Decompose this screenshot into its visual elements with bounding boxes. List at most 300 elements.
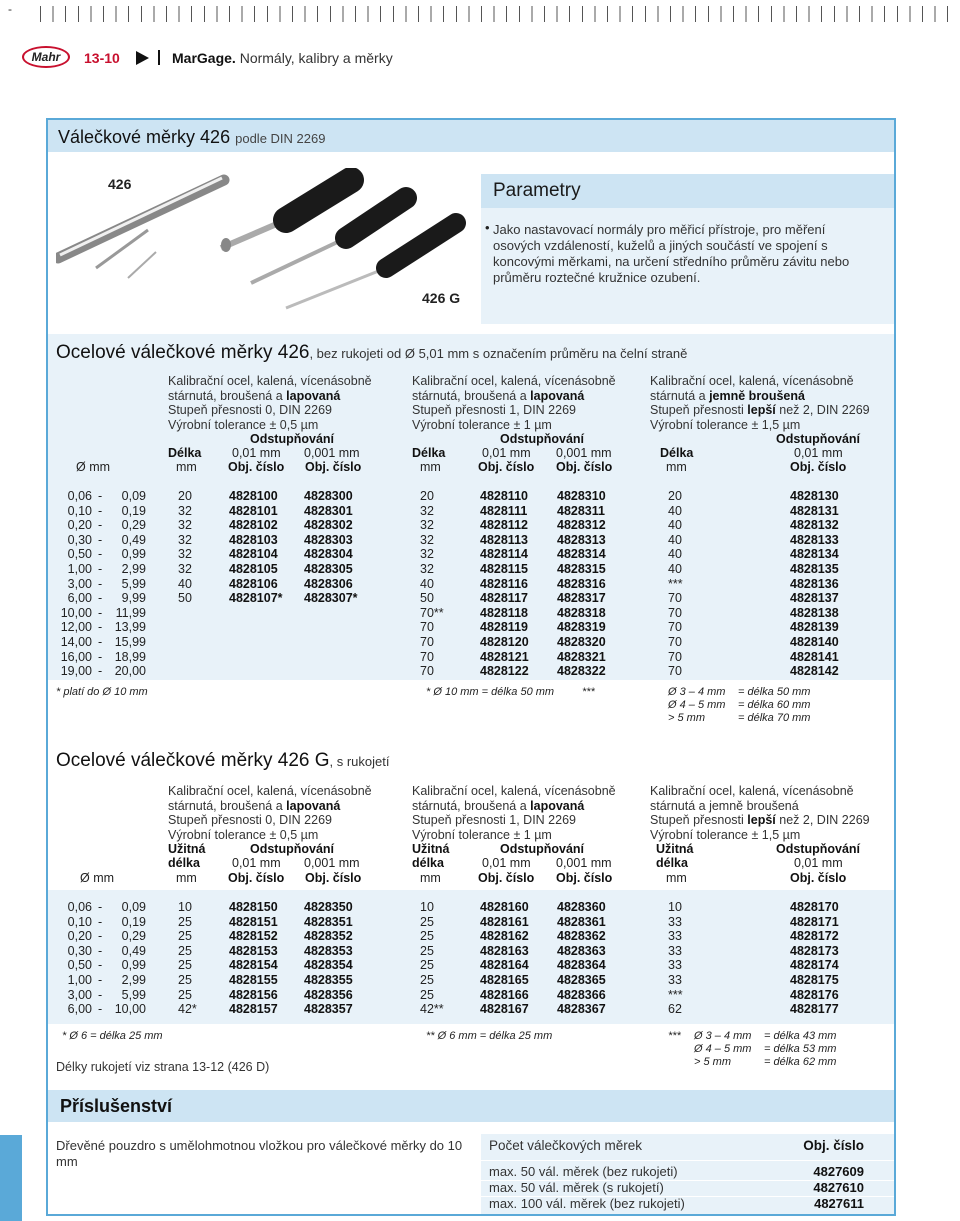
spec-line: stárnutá a jemně broušená	[650, 798, 799, 813]
s1-c-step1: 0,01 mm	[794, 446, 843, 460]
table-cell: 4828176	[790, 987, 839, 1002]
s1-col-a-spec	[168, 374, 372, 432]
table-cell: 4828164	[480, 958, 529, 973]
table-cell: -	[98, 635, 103, 649]
hdr-text: Odstupňování	[776, 432, 861, 446]
play-arrow-icon	[136, 51, 149, 65]
acc-row-label: max. 100 vál. měrek (bez rukojeti)	[489, 1196, 685, 1211]
s1-c-odst	[776, 432, 860, 447]
table-row	[0, 591, 960, 606]
spec-line: Výrobní tolerance ± 0,5 µm	[168, 417, 319, 432]
note-diameter: Ø 4 – 5 mm	[694, 1043, 752, 1055]
spec-line: Kalibrační ocel, kalená, vícenásobně	[168, 784, 372, 798]
table-cell: 4828142	[790, 664, 839, 679]
table-cell: 70	[668, 635, 682, 649]
s1-note-b1: * Ø 10 mm = délka 50 mm	[426, 686, 555, 698]
table-cell: 70**	[420, 605, 444, 620]
section2-subtitle: , s rukojetí	[329, 754, 390, 769]
separator-bar	[158, 50, 160, 65]
table-cell: 4828352	[304, 929, 353, 944]
spec-text: stárnutá, broušená a	[412, 388, 531, 403]
spec-line: Kalibrační ocel, kalená, vícenásobně	[412, 784, 616, 798]
table-cell: 0,06	[67, 900, 92, 914]
side-marker	[0, 1135, 22, 1221]
s1-b-obj1	[478, 460, 534, 475]
table-cell: 4828118	[480, 605, 528, 620]
section1-title: Ocelové válečkové měrky 426	[56, 342, 310, 363]
table-cell: 4828301	[304, 503, 353, 518]
table-cell: 70	[668, 649, 682, 664]
table-cell: 4828140	[790, 635, 839, 649]
table-cell: 4828110	[480, 489, 528, 503]
handle-gauge-1	[221, 180, 351, 252]
table-cell: 4828105	[229, 562, 278, 576]
s2-a-uzitna	[168, 842, 206, 857]
table-cell: 13,99	[114, 620, 146, 635]
table-cell: 32	[178, 547, 192, 562]
table-cell: 70	[668, 605, 682, 620]
table-cell: 4828173	[790, 943, 839, 958]
spec-line	[168, 389, 372, 404]
hdr-text: Obj. číslo	[556, 460, 613, 474]
spec-line: Stupeň přesnosti 0, DIN 2269	[168, 813, 332, 827]
table-cell: 4828367	[557, 1002, 606, 1017]
table-cell: 4828356	[304, 987, 353, 1002]
table-cell: 4828122	[480, 664, 529, 679]
table-cell: 0,50	[67, 547, 92, 562]
s2-col-a-spec	[168, 784, 372, 842]
table-cell: 25	[420, 914, 434, 929]
s1-note-b2: ***	[582, 686, 595, 698]
table-cell: 4828170	[790, 900, 839, 914]
table-cell: 0,19	[121, 503, 146, 518]
table-cell: 25	[420, 929, 434, 944]
table-cell: ***	[668, 576, 683, 591]
table-cell: 25	[178, 958, 192, 973]
note-length: = délka 50 mm	[738, 686, 811, 698]
spec-line	[650, 389, 870, 404]
table-row	[0, 606, 960, 621]
s1-b-obj2	[556, 460, 612, 475]
table-cell: 4828303	[304, 532, 353, 547]
table-cell: 4828177	[790, 1002, 839, 1017]
s1-col-c-spec	[650, 374, 870, 432]
table-cell: 4828130	[790, 489, 839, 503]
table-cell: 4828314	[557, 547, 606, 562]
table-cell: 4828365	[557, 973, 606, 987]
photo-label-426: 426	[108, 176, 132, 192]
accessories-heading-bar	[48, 1090, 894, 1122]
table-cell: 4828139	[790, 620, 839, 635]
table-cell: 0,49	[121, 532, 146, 547]
table-row	[0, 1002, 960, 1017]
table-cell: -	[98, 547, 103, 562]
spec-line	[650, 403, 870, 418]
table-cell: 62	[668, 1002, 682, 1017]
s2-c-step1: 0,01 mm	[794, 856, 843, 870]
table-cell: 32	[420, 547, 434, 562]
table-cell: -	[98, 900, 103, 914]
table-cell: 14,00	[60, 635, 92, 649]
table-cell: -	[98, 591, 103, 606]
note-length: = délka 62 mm	[764, 1056, 837, 1068]
table-cell: 4828366	[557, 987, 606, 1002]
product-photo	[56, 168, 470, 320]
note-length: = délka 53 mm	[764, 1043, 837, 1055]
table-cell: 4828307*	[304, 591, 358, 606]
table-cell: 0,30	[67, 532, 92, 547]
note-diameter: > 5 mm	[694, 1056, 731, 1068]
hdr-text: Obj. číslo	[228, 871, 285, 885]
table-cell: 40	[668, 518, 682, 533]
s2-b-mm: mm	[420, 871, 441, 885]
spec-line	[412, 799, 616, 814]
table-cell: 4828103	[229, 532, 278, 547]
table-cell: -	[98, 914, 103, 929]
table-cell: 4828151	[229, 914, 278, 929]
section1-subtitle: , bez rukojeti od Ø 5,01 mm s označením průměru na čelní straně	[309, 346, 688, 361]
table-cell: 70	[668, 591, 682, 606]
table-cell: 0,19	[121, 914, 146, 929]
table-cell: -	[98, 576, 103, 591]
s2-a-step2: 0,001 mm	[304, 856, 360, 870]
s2-note-c0: ***	[668, 1030, 681, 1042]
spec-text: stárnutá, broušená a	[412, 798, 531, 813]
table-cell: 4828361	[557, 914, 606, 929]
table-cell: 4828172	[790, 929, 839, 944]
table-cell: 4828138	[790, 605, 839, 620]
parameters-heading-bar	[481, 174, 894, 208]
section1-title-line	[56, 342, 687, 364]
spec-text: stárnutá, broušená a	[168, 798, 287, 813]
table-cell: -	[98, 489, 103, 503]
s1-a-step2: 0,001 mm	[304, 446, 360, 460]
s2-c-uzitna	[656, 842, 694, 857]
table-cell: 25	[178, 929, 192, 944]
table-cell: 4828350	[304, 900, 353, 914]
table-cell: -	[98, 649, 103, 664]
spec-bold: lapovaná	[286, 798, 341, 813]
table-cell: 2,99	[121, 973, 146, 987]
spec-bold: lapovaná	[530, 388, 585, 403]
table-cell: 4828171	[790, 914, 839, 929]
table-cell: -	[98, 929, 103, 944]
s1-dia-header: Ø mm	[76, 460, 111, 474]
hdr-text: Obj. číslo	[790, 871, 847, 885]
table-cell: 4828137	[790, 591, 839, 606]
table-cell: 4828153	[229, 943, 278, 958]
table-cell: 32	[178, 532, 192, 547]
table-cell: 4828156	[229, 987, 278, 1002]
table-row	[0, 915, 960, 930]
spec-line	[650, 813, 870, 828]
spec-line: Stupeň přesnosti 1, DIN 2269	[412, 813, 576, 827]
note-length: = délka 60 mm	[738, 699, 811, 711]
table-cell: 4828319	[557, 620, 606, 635]
table-cell: 0,29	[121, 518, 146, 533]
s2-b-odst	[500, 842, 584, 857]
note-diameter: > 5 mm	[668, 712, 705, 724]
table-cell: 9,99	[121, 591, 146, 606]
table-cell: 25	[420, 987, 434, 1002]
table-row	[0, 900, 960, 915]
hdr-text: délka	[412, 856, 444, 870]
table-cell: 25	[420, 943, 434, 958]
table-cell: 20	[668, 489, 682, 503]
table-cell: 4828315	[557, 562, 606, 576]
table-cell: 0,06	[67, 489, 92, 503]
table-cell: 5,99	[121, 576, 146, 591]
spec-text: stárnutá a	[650, 388, 710, 403]
table-cell: 4828134	[790, 547, 839, 562]
table-cell: 4828157	[229, 1002, 278, 1017]
hdr-text: Obj. číslo	[305, 871, 362, 885]
spec-text: než 2, DIN 2269	[775, 403, 870, 417]
table-cell: 4828131	[790, 503, 839, 518]
table-cell: 4828311	[557, 503, 605, 518]
spec-text: Stupeň přesnosti	[650, 403, 748, 417]
table-cell: 0,20	[67, 929, 92, 944]
table-cell: 4828111	[480, 503, 528, 518]
photo-label-426g: 426 G	[422, 290, 461, 306]
table-row	[0, 988, 960, 1003]
table-row	[0, 489, 960, 504]
table-cell: 4828163	[480, 943, 529, 958]
hdr-text: délka	[656, 856, 688, 870]
table-cell: 40	[668, 503, 682, 518]
table-cell: 4828100	[229, 489, 278, 503]
table-cell: 4828135	[790, 562, 839, 576]
table-cell: 0,10	[67, 914, 92, 929]
table-cell: 10	[668, 900, 682, 914]
spec-line: Stupeň přesnosti 0, DIN 2269	[168, 403, 332, 417]
s2-dia-header: Ø mm	[80, 871, 115, 885]
table-cell: 0,09	[121, 900, 146, 914]
table-cell: 33	[668, 914, 682, 929]
spec-text: stárnutá, broušená a	[168, 388, 287, 403]
table-cell: 0,29	[121, 929, 146, 944]
parameters-text: Jako nastavovací normály pro měřicí přístroje, pro měření osových vzdáleností, kuželů a jiných součástí ve spojení s koncovými měrkami, na určení středního průměru závitu nebo průměru roztečné kružnice ozubení.	[493, 222, 850, 285]
table-cell: 4828152	[229, 929, 278, 944]
table-cell: 4828161	[480, 914, 529, 929]
hdr-text: Délka	[412, 446, 446, 460]
s2-b-delka	[412, 856, 444, 871]
table-cell: 4828355	[304, 973, 353, 987]
table-cell: 4828113	[480, 532, 528, 547]
table-cell: 4828362	[557, 929, 606, 944]
table-cell: 4828351	[304, 914, 353, 929]
table-cell: 4828154	[229, 958, 278, 973]
table-cell: 32	[178, 562, 192, 576]
s1-a-delka	[168, 446, 201, 461]
hdr-text: Užitná	[168, 842, 206, 856]
hdr-text: Odstupňování	[776, 842, 861, 856]
table-cell: 70	[420, 649, 434, 664]
table-cell: 4828305	[304, 562, 353, 576]
table-cell: 4828112	[480, 518, 528, 533]
s2-a-delka	[168, 856, 200, 871]
table-cell: 4828155	[229, 973, 278, 987]
table-cell: 50	[178, 591, 192, 606]
table-cell: 4828322	[557, 664, 606, 679]
table-cell: 10,00	[60, 605, 92, 620]
spec-line: Výrobní tolerance ± 0,5 µm	[168, 827, 319, 842]
table-cell: 25	[420, 958, 434, 973]
table-cell: 4828102	[229, 518, 278, 533]
table-cell: 3,00	[67, 987, 92, 1002]
table-cell: 32	[178, 503, 192, 518]
note-diameter: Ø 4 – 5 mm	[668, 699, 726, 711]
table-cell: 12,00	[60, 620, 92, 635]
table-cell: 0,99	[121, 958, 146, 973]
table-cell: 4828317	[557, 591, 606, 606]
spec-line: Výrobní tolerance ± 1,5 µm	[650, 417, 801, 432]
table-cell: 25	[178, 973, 192, 987]
table-cell: 4828313	[557, 532, 606, 547]
s1-b-step1: 0,01 mm	[482, 446, 531, 460]
table-cell: 33	[668, 943, 682, 958]
table-cell: 70	[668, 620, 682, 635]
spec-bold: lepší	[747, 403, 776, 417]
table-row	[0, 504, 960, 519]
s1-b-step2: 0,001 mm	[556, 446, 612, 460]
table-cell: 4828306	[304, 576, 353, 591]
ruler-ticks	[40, 6, 960, 22]
hdr-text: Odstupňování	[500, 432, 585, 446]
accessories-heading: Příslušenství	[60, 1096, 173, 1116]
table-cell: 16,00	[60, 649, 92, 664]
table-cell: 4828364	[557, 958, 606, 973]
table-cell: 0,20	[67, 518, 92, 533]
s2-a-odst	[250, 842, 334, 857]
table-cell: 4828318	[557, 605, 606, 620]
spec-line: Výrobní tolerance ± 1,5 µm	[650, 827, 801, 842]
s2-c-odst	[776, 842, 860, 857]
table-cell: -	[98, 1002, 103, 1017]
table-row	[0, 664, 960, 679]
parameters-heading: Parametry	[493, 180, 581, 201]
spec-line: Výrobní tolerance ± 1 µm	[412, 827, 552, 842]
table-cell: 4828106	[229, 576, 278, 591]
note-diameter: Ø 3 – 4 mm	[668, 686, 726, 698]
spec-line: Stupeň přesnosti 1, DIN 2269	[412, 403, 576, 417]
table-cell: 4828310	[557, 489, 606, 503]
table-cell: 10	[420, 900, 434, 914]
hdr-text: Obj. číslo	[228, 460, 285, 474]
hdr-text: Obj. číslo	[305, 460, 362, 474]
table-cell: -	[98, 943, 103, 958]
table-row	[0, 650, 960, 665]
table-cell: 2,99	[121, 562, 146, 576]
title-bar	[48, 120, 894, 152]
s2-b-uzitna	[412, 842, 450, 857]
hdr-text: Délka	[168, 446, 202, 460]
table-cell: 4828114	[480, 547, 528, 562]
table-cell: 4828162	[480, 929, 529, 944]
spec-bold: lapovaná	[530, 798, 585, 813]
table-cell: 25	[178, 987, 192, 1002]
table-cell: 20	[420, 489, 434, 503]
table-cell: 20	[178, 489, 192, 503]
s2-b-obj2	[556, 871, 612, 886]
page-title: Válečkové měrky 426	[58, 127, 231, 147]
table-cell: 3,00	[67, 576, 92, 591]
table-cell: 18,99	[114, 649, 146, 664]
table-cell: 50	[420, 591, 434, 606]
spec-line: Výrobní tolerance ± 1 µm	[412, 417, 552, 432]
table-cell: 4828175	[790, 973, 839, 987]
acc-row-order-number: 4827610	[813, 1180, 864, 1195]
section2-title: Ocelové válečkové měrky 426 G	[56, 750, 330, 771]
table-cell: 70	[420, 635, 434, 649]
table-cell: 10,00	[114, 1002, 146, 1017]
s2-b-step2: 0,001 mm	[556, 856, 612, 870]
table-cell: 4828136	[790, 576, 839, 591]
table-cell: -	[98, 503, 103, 518]
table-cell: 11,99	[115, 605, 146, 620]
s2-c-obj	[790, 871, 846, 886]
table-cell: 33	[668, 973, 682, 987]
table-cell: 4828304	[304, 547, 353, 562]
spec-line: Kalibrační ocel, kalená, vícenásobně	[412, 374, 616, 388]
s1-a-step1: 0,01 mm	[232, 446, 281, 460]
table-row	[0, 944, 960, 959]
accessory-table	[481, 1134, 894, 1214]
table-cell: 4828165	[480, 973, 529, 987]
s1-c-mm: mm	[666, 460, 687, 474]
table-cell: 20,00	[114, 664, 146, 679]
table-row	[0, 518, 960, 533]
s1-note-a: * platí do Ø 10 mm	[56, 686, 148, 698]
table-cell: 19,00	[60, 664, 92, 679]
table-cell: 4828357	[304, 1002, 353, 1017]
hdr-text: Délka	[660, 446, 694, 460]
hdr-text: Obj. číslo	[556, 871, 613, 885]
table-row	[0, 929, 960, 944]
table-cell: 0,09	[121, 489, 146, 503]
hdr-text: Užitná	[656, 842, 694, 856]
spec-bold: lepší	[747, 813, 776, 827]
table-cell: -	[98, 605, 103, 620]
table-cell: -	[98, 532, 103, 547]
s2-a-obj1	[228, 871, 284, 886]
table-cell: 6,00	[67, 1002, 92, 1017]
hdr-text: Obj. číslo	[478, 460, 535, 474]
table-cell: 40	[668, 547, 682, 562]
table-row	[0, 562, 960, 577]
acc-divider	[481, 1160, 894, 1161]
s2-c-delka	[656, 856, 688, 871]
table-cell: 0,30	[67, 943, 92, 958]
page-number: 13-10	[84, 50, 120, 66]
table-row	[0, 973, 960, 988]
accessory-description: Dřevěné pouzdro s umělohmotnou vložkou pro válečkové měrky do 10 mm	[56, 1138, 463, 1169]
table-row	[0, 533, 960, 548]
table-cell: 4828166	[480, 987, 529, 1002]
table-row	[0, 620, 960, 635]
table-cell: 70	[668, 664, 682, 679]
note-length: = délka 70 mm	[738, 712, 811, 724]
page-title-suffix: podle DIN 2269	[235, 131, 326, 146]
table-cell: 25	[178, 943, 192, 958]
table-cell: 25	[420, 973, 434, 987]
table-cell: 4828354	[304, 958, 353, 973]
spec-text: Stupeň přesnosti	[650, 813, 748, 827]
table-cell: 4828363	[557, 943, 606, 958]
table-cell: 4828174	[790, 958, 839, 973]
table-cell: 15,99	[114, 635, 146, 649]
s2-b-step1: 0,01 mm	[482, 856, 531, 870]
